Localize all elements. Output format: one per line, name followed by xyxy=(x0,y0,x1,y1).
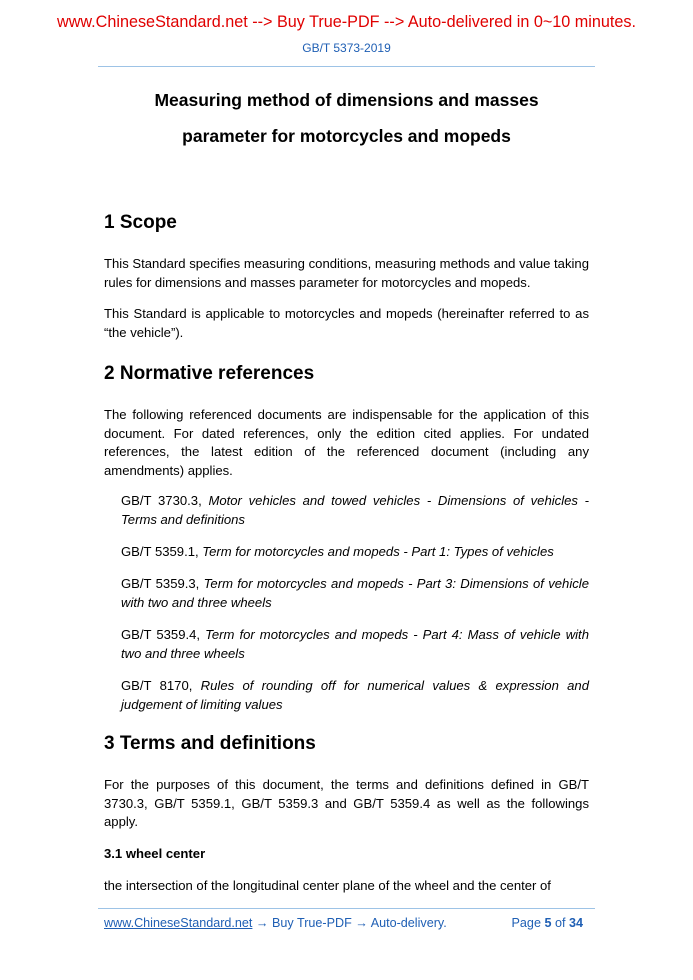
reference-item xyxy=(121,492,589,529)
header-divider xyxy=(98,66,595,67)
term-heading-wheel-center: 3.1 wheel center xyxy=(104,846,206,861)
standard-code: GB/T 5373-2019 xyxy=(302,41,391,55)
footer-delivery-text: → Buy True-PDF → Auto-delivery. xyxy=(252,916,447,930)
reference-code: GB/T 5359.4, xyxy=(121,627,201,642)
header-banner[interactable]: www.ChineseStandard.net --> Buy True-PDF --> Auto-delivered in 0~10 minutes. xyxy=(57,13,636,31)
reference-code: GB/T 8170, xyxy=(121,678,193,693)
section-heading-normative-references: 2 Normative references xyxy=(104,363,315,384)
reference-item xyxy=(121,626,589,663)
reference-code: GB/T 3730.3, xyxy=(121,493,202,508)
reference-title: Term for motorcycles and mopeds - Part 1: Types of vehicles xyxy=(202,544,554,559)
term-definition-text: the intersection of the longitudinal center plane of the wheel and the center of xyxy=(104,878,551,893)
reference-item xyxy=(121,543,589,562)
reference-title: Term for motorcycles and mopeds - Part 3: Dimensions of vehicle with two and three wheels xyxy=(121,576,589,610)
page-label: Page xyxy=(511,916,541,930)
scope-paragraph-2: This Standard is applicable to motorcycles and mopeds (hereinafter referred to as “the vehicle”). xyxy=(104,306,589,340)
of-label: of xyxy=(554,916,566,930)
reference-title: Motor vehicles and towed vehicles - Dimensions of vehicles - Terms and definitions xyxy=(121,493,589,527)
reference-item xyxy=(121,677,589,714)
footer-site-link[interactable]: www.ChineseStandard.net xyxy=(104,916,253,930)
page-total: 34 xyxy=(568,916,583,930)
section-heading-terms-definitions: 3 Terms and definitions xyxy=(104,733,316,754)
reference-code: GB/T 5359.3, xyxy=(121,576,200,591)
document-title-line2: parameter for motorcycles and mopeds xyxy=(182,126,511,146)
page-number: 5 xyxy=(544,916,552,930)
page-indicator xyxy=(512,916,583,930)
reference-code: GB/T 5359.1, xyxy=(121,544,199,559)
terms-intro: For the purposes of this document, the terms and definitions defined in GB/T 3730.3, GB/T 5359.1, GB/T 5359.3 and GB/T 5359.4 as well as the followings apply. xyxy=(104,777,589,829)
reference-title: Term for motorcycles and mopeds - Part 4: Mass of vehicle with two and three wheels xyxy=(121,627,589,661)
page-footer xyxy=(104,916,589,930)
scope-paragraph-1: This Standard specifies measuring conditions, measuring methods and value taking rules for dimensions and masses parameter for motorcycles and mopeds. xyxy=(104,256,589,290)
section-heading-scope: 1 Scope xyxy=(104,212,177,233)
normative-references-intro: The following referenced documents are indispensable for the application of this document. For dated references, only the edition cited applies. For undated references, the latest edition of the referenced document (including any amendments) applies. xyxy=(104,407,589,478)
document-title-line1: Measuring method of dimensions and masses xyxy=(154,90,539,110)
footer-divider xyxy=(98,908,595,909)
reference-title: Rules of rounding off for numerical values & expression and judgement of limiting values xyxy=(121,678,589,712)
reference-item xyxy=(121,575,589,612)
